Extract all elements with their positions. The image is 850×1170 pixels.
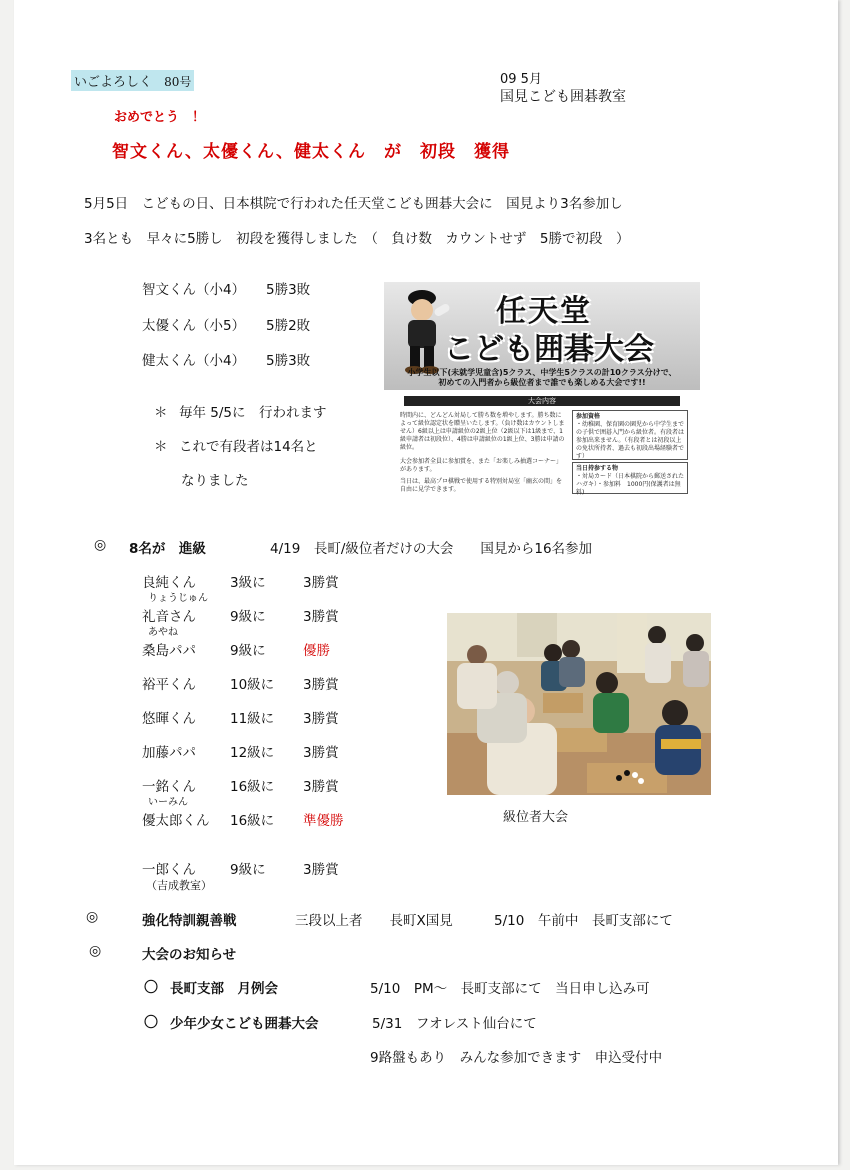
training-when: 5/10 午前中 長町支部にて	[494, 913, 673, 929]
poster-subtitle	[390, 368, 694, 388]
poster-box1-title: 参加資格	[576, 413, 601, 420]
note-text: 毎年 5/5に 行われます	[179, 405, 327, 421]
congrats-text: おめでとう ！	[114, 110, 206, 125]
notice-item-mark: 〇	[144, 980, 158, 996]
kyu-result-name: 良純くん	[142, 575, 196, 591]
kyu-result-grade: 16級に	[230, 813, 275, 829]
training-mark: ◎	[86, 909, 99, 925]
notice-item-detail: 5/10 PM～ 長町支部にて 当日申し込み可	[370, 981, 650, 997]
kyu-result-name: 裕平くん	[142, 677, 196, 693]
issue-number: 80号	[164, 75, 192, 89]
issue-label	[71, 70, 194, 91]
kyu-section-title: 8名が 進級	[129, 541, 206, 557]
extra-result-note: （吉成教室）	[146, 879, 212, 892]
headline: 智文くん、太優くん、健太くん が 初段 獲得	[112, 142, 511, 162]
extra-result-name: 一郎くん	[142, 862, 196, 878]
organization-name: 国見こども囲碁教室	[500, 89, 626, 105]
dan-result-name: 健太くん（小4）	[142, 353, 246, 369]
kyu-result-name: 桑島パパ	[142, 643, 196, 659]
dan-result-name: 智文くん（小4）	[142, 282, 246, 298]
poster-box2-title: 当日持参する物	[576, 465, 619, 472]
note-text: なりました	[181, 473, 249, 489]
note-mark: ＊	[154, 439, 168, 455]
intro-line-2: 3名とも 早々に5勝し 初段を獲得しました （ 負け数 カウントせず 5勝で初段 ）	[84, 231, 630, 247]
kyu-result-name: 加藤パパ	[142, 745, 196, 761]
kyu-result-name: 礼音さん	[142, 609, 196, 625]
poster-rules-text: 時間内に、どんどん対局して勝ち数を増やします。勝ち数によって級位認定状を贈呈いたします。（負け数はカウントしません）6級以上は申請級位の2級上位（2級以下は1級まで、1級申請者は初段位）、4勝は申請級位の1級上位、3勝は申請の級位。	[400, 412, 565, 451]
note-mark: ＊	[154, 405, 168, 421]
newsletter-page	[14, 0, 838, 1165]
poster-bring-box	[572, 462, 688, 494]
kyu-result-grade: 12級に	[230, 745, 275, 761]
tournament-photo	[447, 613, 711, 795]
kyu-result-ruby: いーみん	[148, 797, 188, 808]
kyu-result-name: 優太郎くん	[142, 813, 210, 829]
poster-title-2: こども囲碁大会	[444, 332, 654, 367]
issue-date: 09 5月	[500, 72, 542, 87]
kyu-result-grade: 10級に	[230, 677, 275, 693]
training-who: 三段以上者 長町X国見	[295, 913, 453, 929]
notice-title: 大会のお知らせ	[142, 947, 237, 963]
dan-result-record: 5勝3敗	[266, 353, 311, 369]
poster-box1-text: ・幼稚園、保育園の園児から中学生までの子供で囲碁入門から級位者。有段者は参加出来ません。（有段者とは初段以上の免状所持者、過去も初段出場経験者です）	[576, 421, 685, 460]
intro-line-1: 5月5日 こどもの日、日本棋院で行われた任天堂こども囲碁大会に 国見より3名参加し	[84, 196, 623, 212]
kyu-result-name: 悠暉くん	[142, 711, 196, 727]
poster-eligibility-box	[572, 410, 688, 460]
kyu-section-mark: ◎	[94, 537, 107, 553]
poster-subtitle-1: 小学生以下(未就学児童含)5クラス、中学生5クラスの計10クラス分けで、	[407, 368, 677, 377]
kyu-section-event: 4/19 長町/級位者だけの大会 国見から16名参加	[270, 541, 593, 557]
poster-subtitle-2: 初めての入門者から級位者まで誰でも楽しめる大会です!!	[438, 378, 646, 387]
kyu-result-award: 3勝賞	[303, 575, 339, 591]
kyu-result-award: 3勝賞	[303, 779, 339, 795]
notice-item-mark: 〇	[144, 1015, 158, 1031]
extra-result-grade: 9級に	[230, 862, 266, 878]
training-title: 強化特訓親善戦	[142, 913, 237, 929]
kyu-result-name: 一銘くん	[142, 779, 196, 795]
kyu-result-grade: 16級に	[230, 779, 275, 795]
kyu-result-ruby: あやね	[148, 627, 178, 638]
dan-result-name: 太優くん（小5）	[142, 318, 246, 334]
poster-visit-text: 当日は、最高プロ棋戦で使用する特別対局室「幽玄の間」を自由に見学できます。	[400, 478, 563, 493]
kyu-result-award: 優勝	[303, 643, 330, 659]
poster-title-1: 任天堂	[496, 294, 592, 329]
kyu-result-award: 準優勝	[303, 813, 344, 829]
notice-item-detail: 5/31 フオレスト仙台にて	[372, 1016, 537, 1032]
kyu-result-award: 3勝賞	[303, 677, 339, 693]
poster-section-bar: 大会内容	[404, 396, 680, 406]
notice-item-name: 長町支部 月例会	[170, 981, 278, 997]
notice-mark: ◎	[89, 943, 102, 959]
poster-prize-text: 大会参加者全員に参加賞を、また「お楽しみ抽選コーナー」があります。	[400, 458, 563, 473]
photo-caption: 級位者大会	[503, 810, 569, 825]
tournament-photo-image	[447, 613, 711, 795]
extra-result-award: 3勝賞	[303, 862, 339, 878]
poster-box2-text: ・対局カード（日本棋院から郵送されたハガキ）・参加料 1000円(保護者は無料)	[576, 473, 685, 496]
issue-title: いごよろしく	[74, 75, 153, 90]
notice-item-name: 少年少女こども囲碁大会	[170, 1016, 319, 1032]
kyu-result-award: 3勝賞	[303, 609, 339, 625]
poster-banner	[384, 282, 700, 390]
kyu-result-award: 3勝賞	[303, 711, 339, 727]
kyu-result-grade: 11級に	[230, 711, 275, 727]
notice-extra: 9路盤もあり みんな参加できます 申込受付中	[370, 1050, 663, 1066]
tournament-poster	[384, 282, 700, 500]
kyu-result-grade: 9級に	[230, 609, 266, 625]
kyu-result-ruby: りょうじゅん	[148, 593, 208, 604]
kyu-result-award: 3勝賞	[303, 745, 339, 761]
kyu-result-grade: 9級に	[230, 643, 266, 659]
dan-result-record: 5勝3敗	[266, 282, 311, 298]
note-text: これで有段者は14名と	[179, 439, 318, 455]
kyu-result-grade: 3級に	[230, 575, 266, 591]
dan-result-record: 5勝2敗	[266, 318, 311, 334]
